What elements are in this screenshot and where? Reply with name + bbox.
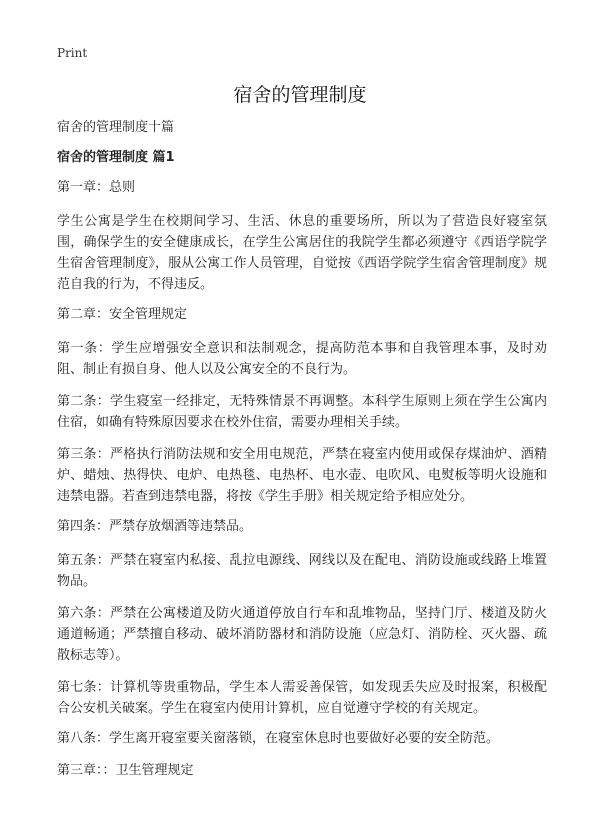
paragraph: 第七条：计算机等贵重物品，学生本人需妥善保管，如发现丢失应及时报案，积极配合公安机关破案。学生在寝室内使用计算机，应自觉遵守学校的有关规定。 [57,680,547,716]
chapter-heading: 第一章：总则 [57,180,136,195]
chapter-heading: 第二章：安全管理规定 [57,307,188,322]
paragraph: 第一条：学生应增强安全意识和法制观念，提高防范本事和自我管理本事，及时劝阻、制止有损自身、他人以及公寓安全的不良行为。 [57,341,547,377]
chapter-heading: 第三章：：卫生管理规定 [57,763,194,778]
paragraph: 第八条：学生离开寝室要关窗落锁，在寝室休息时也要做好必要的安全防范。 [57,731,500,746]
paragraph: 第四条：严禁存放烟酒等违禁品。 [57,519,253,534]
paragraph: 第五条：严禁在寝室内私接、乱拉电源线、网线以及在配电、消防设施或线路上堆置物品。 [57,553,547,589]
section-heading: 宿舍的管理制度 篇1 [57,150,175,165]
document-body [57,119,547,794]
paragraph: 学生公寓是学生在校期间学习、生活、休息的重要场所，所以为了营造良好寝室氛围，确保学生的安全健康成长，在学生公寓居住的我院学生都必须遵守《西语学院学生宿舍管理制度》，服从公寓工作人员管理，自觉按《西语学院学生宿舍管理制度》规范自我的行为，不得违反。 [57,214,547,292]
paragraph: 第六条：严禁在公寓楼道及防火通道停放自行车和乱堆物品，坚持门厅、楼道及防火通道畅通；严禁擅自移动、破坏消防器材和消防设施（应急灯、消防栓、灭火器、疏散标志等）。 [57,606,547,663]
print-link[interactable]: Print [57,46,88,60]
paragraph: 第二条：学生寝室一经排定，无特殊情景不再调整。本科学生原则上须在学生公寓内住宿，如确有特殊原因要求在校外住宿，需要办理相关手续。 [57,394,547,430]
document-subtitle: 宿舍的管理制度十篇 [57,120,175,135]
paragraph: 第三条：严格执行消防法规和安全用电规范，严禁在寝室内使用或保存煤油炉、酒精炉、蜡烛、热得快、电炉、电热毯、电热杯、电水壶、电吹风、电熨板等明火设施和违禁电器。若查到违禁电器，将按《学生手册》相关规定给予相应处分。 [57,447,547,504]
document-title: 宿舍的管理制度 [233,84,367,106]
